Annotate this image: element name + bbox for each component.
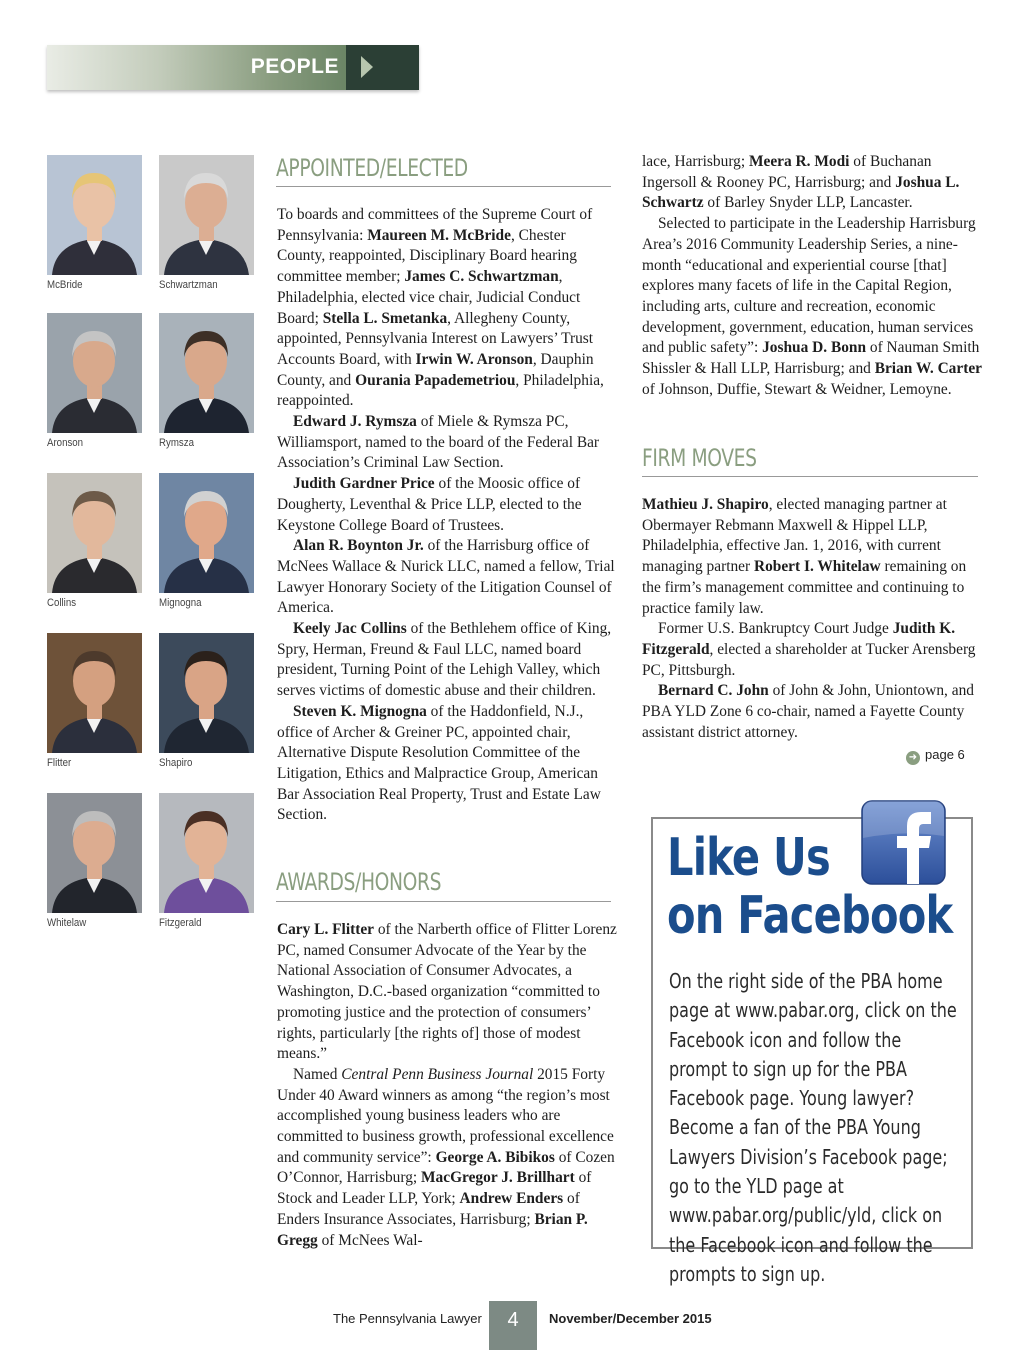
awards-column [277,920,617,1251]
paragraph: Bernard C. John of John & John, Uniontown, and PBA YLD Zone 6 co-chair, named a Fayette County assistant district attorney. [642,682,974,741]
section-label: PEOPLE [250,55,339,78]
paragraph: Named Central Penn Business Journal 2015 Forty Under 40 Award winners as among “the region’s most accomplished young business leaders who are committed to business growth, professional excellence and community service”: George A. Bibikos of Cozen O’Connor, Harrisburg; MacGregor J. Brillhart of Stock and Leader LLP, York; Andrew Enders of Enders Insurance Associates, Harrisburg; Brian P. Gregg of McNees Wal- [277,1065,615,1249]
footer-publication: The Pennsylvania Lawyer [333,1311,482,1326]
photo-caption: Whitelaw [47,917,87,929]
photo-caption: McBride [47,279,83,291]
continued-page-link[interactable] [906,747,965,765]
photo-caption: Schwartzman [159,279,218,291]
heading-rule [276,186,611,187]
headshot-photo [159,313,254,433]
page-ref-label: page 6 [925,747,965,762]
paragraph: Alan R. Boynton Jr. of the Harrisburg office of McNees Wallace & Nurick LLC, named a fellow, Trial Lawyer Honorary Society of the Litigation Counsel of America. [277,537,615,617]
photo-caption: Collins [47,597,77,609]
footer-date: November/December 2015 [549,1311,712,1326]
paragraph: To boards and committees of the Supreme Court of Pennsylvania: Maureen M. McBride, Chester County, reappointed, Disciplinary Board hearing committee member; James C. Schwartzman, Philadelphia, elected vice chair, Judicial Conduct Board; Stella L. Smetanka, Allegheny County, appointed, Pennsylvania Interest on Lawyers’ Trust Accounts Board, with Irwin W. Aronson, Dauphin County, and Ourania Papademetriou, Philadelphia, reappointed. [277,206,604,410]
paragraph: Steven K. Mignogna of the Haddonfield, N.J., office of Archer & Greiner PC, appointed chair, Alternative Dispute Resolution Committee of the Litigation, Ethics and Malpractice Group, American Bar Association Real Property, Trust and Estate Law Section. [277,702,601,824]
section-tab [47,45,419,90]
arrow-right-icon: ➜ [906,751,920,765]
photo-caption: Fitzgerald [159,917,202,929]
heading-awards-honors: AWARDS/HONORS [276,868,442,896]
photo-caption: Aronson [47,437,84,449]
paragraph: Mathieu J. Shapiro, elected managing partner at Obermayer Rebmann Maxwell & Hippel LLP, Philadelphia, effective Jan. 1, 2016, with current managing partner Robert I. Whitelaw remaining on the firm’s management committee and continuing to practice family law. [642,496,967,617]
headshot-photo [47,793,142,913]
facebook-title-line1: Like Us [667,828,830,888]
headshot-photo [47,633,142,753]
headshot-photo [47,473,142,593]
footer-page-number: 4 [489,1301,537,1350]
headshot-photo [159,633,254,753]
paragraph: Judith Gardner Price of the Moosic office of Dougherty, Leventhal & Price LLP, elected to the Keystone College Board of Trustees. [277,475,582,534]
facebook-body: On the right side of the PBA home page at www.pabar.org, click on the Facebook icon and follow the prompt to sign up for the PBA Facebook page. Young lawyer? Become a fan of the PBA Young Lawyers Division’s Facebook page; go to the YLD page at www.pabar.org/public/yld, click on the Facebook icon and follow the prompts to sign up. [669,969,957,1286]
firm-moves-column [642,495,984,743]
paragraph: Cary L. Flitter of the Narberth office of Flitter Lorenz PC, named Consumer Advocate of the Year by the National Association of Consumer Advocates, a Washington, D.C.-based organization “committed to promoting justice and the protection of consumers’ rights, particularly [the rights of] those of modest means.” [277,921,617,1063]
paragraph: Keely Jac Collins of the Bethlehem office of King, Spry, Herman, Freund & Faul LLC, named board president, Turning Point of the Lehigh Valley, which serves victims of domestic abuse and their children. [277,620,612,700]
paragraph: Former U.S. Bankruptcy Court Judge Judith K. Fitzgerald, elected a shareholder at Tucker Arensberg PC, Pittsburgh. [642,620,976,679]
photo-caption: Mignogna [159,597,202,609]
headshot-photo [159,155,254,275]
play-arrow-icon [361,56,373,78]
heading-appointed-elected: APPOINTED/ELECTED [276,154,468,182]
section-arrow-box [346,45,419,90]
heading-firm-moves: FIRM MOVES [642,444,757,472]
photo-caption: Shapiro [159,757,193,769]
heading-rule [642,476,978,477]
headshot-photo [47,313,142,433]
paragraph: Selected to participate in the Leadership Harrisburg Area’s 2016 Community Leadership Series, a nine-month “educational and experiential course [that] explores many facets of life in the Capital Region, including arts, culture and recreation, economic development, government, education, human services and public safety”: Joshua D. Bonn of Nauman Smith Shissler & Hall LLP, Harrisburg; and Brian W. Carter of Johnson, Duffie, Stewart & Weidner, Lemoyne. [642,215,983,398]
headshot-photo [159,473,254,593]
headshot-photo [47,155,142,275]
right-column-top [642,152,984,400]
photo-caption: Flitter [47,757,72,769]
facebook-icon[interactable] [861,800,946,885]
facebook-title-line2: on Facebook [667,886,953,946]
heading-rule [276,901,611,902]
photo-caption: Rymsza [159,437,194,449]
appointed-column [277,205,617,826]
headshot-photo [159,793,254,913]
paragraph: lace, Harrisburg; Meera R. Modi of Buchanan Ingersoll & Rooney PC, Harrisburg; and Joshua L. Schwartz of Barley Snyder LLP, Lancaster. [642,153,960,212]
paragraph: Edward J. Rymsza of Miele & Rymsza PC, Williamsport, named to the board of the Federal Bar Association’s Criminal Law Section. [277,413,600,472]
